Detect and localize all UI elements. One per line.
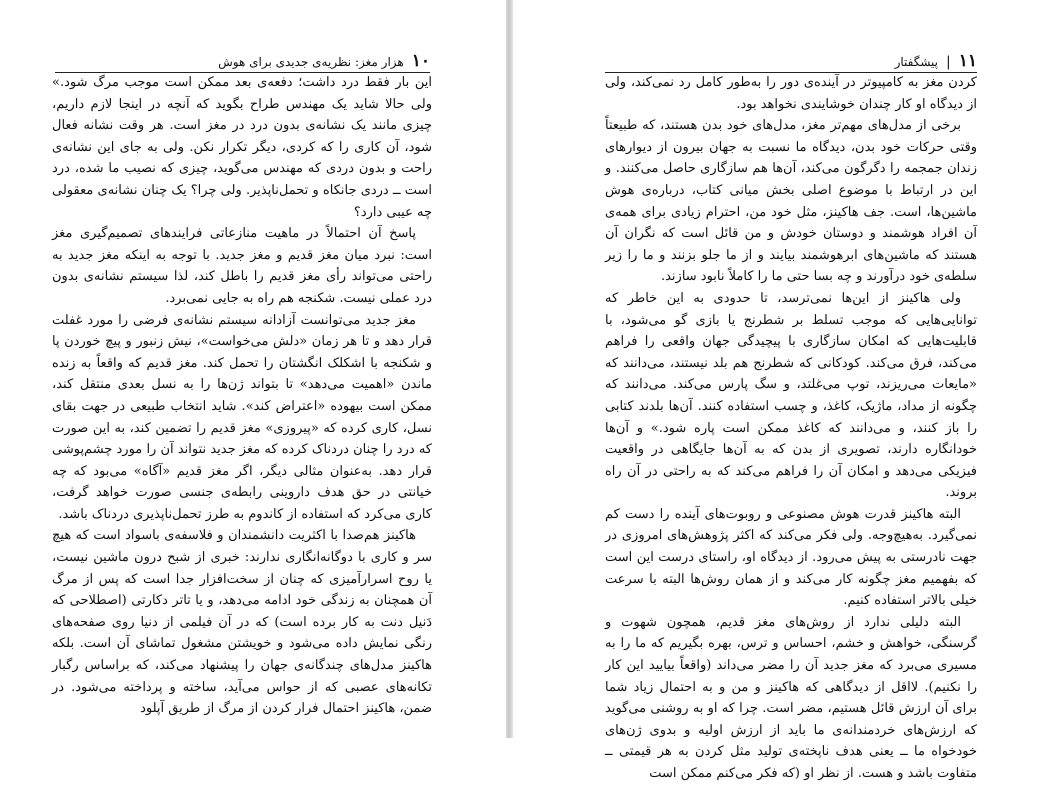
- left-page-body: [52, 72, 432, 720]
- right-running-title: پیشگفتار: [894, 55, 939, 69]
- left-page-header: [55, 44, 430, 73]
- paragraph: هاکینز هم‌صدا با اکثریت دانشمندان و فلاسفه‌ی باسواد است که هیچ سر و کاری با دوگانه‌انگاری ندارند: خبری از شبح درون ماشین نیست، یا روح اسرارآمیزی که چنان از سخت‌افزار جدا است که پس از مرگ آن همچنان به زندگی خود ادامه می‌دهد، و یا تاتر دکارتی (اصطلاحی که دَنیل دنت به کار برده است) که در آن فیلمی از دنیا روی صفحه‌های رنگی نمایش داده می‌شود و خویشتن مشغول تماشای آن است. بلکه هاکینز مدل‌های چندگانه‌ی جهان را پیشنهاد می‌کند، که براساس رگبار تکانه‌های عصبی که از حواس می‌آید، ساخته و پرداخته می‌شود. در ضمن، هاکینز احتمال فرار کردن از مرگ از طریق آپلود: [52, 528, 432, 717]
- right-page: [513, 0, 1044, 781]
- left-page: [0, 0, 507, 738]
- paragraph: برخی از مدل‌های مهم‌تر مغز، مدل‌های خود بدن هستند، که طبیعتاً وقتی حرکات خود بدن، دیدگاه ما نسبت به جهان بیرون از دیوارهای زندان جمجمه را دگرگون می‌کند، آن‌ها هم سازگاری حاصل می‌کنند. و این در ارتباط با موضوع اصلی بخش میانی کتاب، درباره‌ی هوش ماشین‌ها، است. جف هاکینز، مثل خود من، احترام زیادی برای همه‌ی آن افراد هوشمند و دوستان خودش و من قائل است که نگران آن هستند که ماشین‌های ابرهوشمند بیایند و از ما جلو بزنند و ما را زیر سلطه‌ی خود درآورند و چه بسا حتی ما را کاملاً نابود سازند.: [605, 118, 977, 285]
- right-page-body: [605, 72, 977, 785]
- paragraph: مغز جدید می‌توانست آزادانه سیستم نشانه‌ی فرضی را مورد غفلت قرار دهد و تا هر زمان «دلش می‌خواست»، نیش زنبور و پیچ خوردن پا و شکنجه با اشکلک انگشتان را تحمل کند. مغز قدیم که واقعاً به زنده ماندن «اهمیت می‌دهد» تا بتواند ژن‌ها را به نسل بعدی منتقل کند، ممکن است بیهوده «اعتراض کند». شاید انتخاب طبیعی در جهت بقای نسل، کاری کرده که «پیروزی» مغز قدیم را تضمین کند، به این صورت که درد را چنان دردناک کرده که مغز جدید نتواند آن را مورد چشم‌پوشی قرار دهد. به‌عنوان مثالی دیگر، اگر مغز قدیم «آگاه» می‌بود که چه خیانتی در حق هدف داروینی رابطه‌ی جنسی صورت خواهد گرفت، کاری می‌کرد که استفاده از کاندوم به طرز تحمل‌ناپذیری دردناک باشد.: [52, 312, 432, 522]
- paragraph: این بار فقط درد داشت؛ دفعه‌ی بعد ممکن است موجب مرگ شود.» ولی حالا شاید یک مهندس طراح بگوید که آنچه در اینجا لازم داریم، چیزی مانند یک نشانه‌ی بدون درد در مغز است. هر وقت نشانه فعال شود، آن کاری را که کردی، دیگر تکرار نکن. ولی به جای این نشانه‌ی راحت و بدون دردی که مهندس می‌گوید، چیزی که نصیب ما شده، درد است ــ دردی جانکاه و تحمل‌ناپذیر. ولی چرا؟ یک چنان نشانه‌ی معقولی چه عیبی دارد؟: [52, 75, 432, 220]
- paragraph: ولی هاکینز از این‌ها نمی‌ترسد، تا حدودی به این خاطر که توانایی‌هایی که موجب تسلط بر شطرنج یا بازی گو می‌شود، با قابلیت‌هایی که امکان سازگاری با پیچیدگی جهان واقعی را فراهم می‌کند، فرق می‌کند. کودکانی که شطرنج هم بلد نیستند، می‌دانند که «مایعات می‌ریزند، توپ می‌غلتد، و سگ پارس می‌کند. می‌دانند که چگونه از مداد، ماژیک، کاغذ، و چسب استفاده کنند. آن‌ها بلدند کتابی را باز کنند، و می‌دانند که کاغذ ممکن است پاره شود.» و آن‌ها خودانگاره دارند، تصویری از بدن که به آن‌ها جایگاهی در واقعیت فیزیکی می‌دهد و امکان آن را فراهم می‌کند که به راحتی در آن راه بروند.: [605, 290, 977, 501]
- left-page-number: ۱۰: [411, 51, 430, 71]
- paragraph: البته هاکینز قدرت هوش مصنوعی و روبوت‌های آینده را دست کم نمی‌گیرد. به‌هیچ‌وجه. ولی فکر می‌کند که اکثر پژوهش‌های امروزی در جهت نادرستی به پیش می‌رود. از دیدگاه او، راستای درست این است که بفهمیم مغز چگونه کار می‌کند و از همان روش‌ها البته با سرعت خیلی بالاتر استفاده کنیم.: [605, 506, 977, 609]
- header-separator: |: [946, 54, 951, 70]
- left-running-title: هزار مغز: نظریه‌ی جدیدی برای هوش: [218, 55, 404, 69]
- paragraph: کردن مغز به کامپیوتر در آینده‌ی دور را به‌طور کامل رد نمی‌کند، ولی از دیدگاه او کار چندان خوشایندی نخواهد بود.: [605, 75, 977, 112]
- right-page-header: [605, 44, 977, 73]
- paragraph: پاسخ آن احتمالاً در ماهیت منازعاتی فرایندهای تصمیم‌گیری مغز است: نبرد میان مغز قدیم و مغز جدید. با توجه به اینکه مغز جدید به راحتی می‌تواند رأی مغز قدیم را باطل کند، لذا سیستم نشانه‌ی بدون درد عملی نیست. شکنجه هم راه به جایی نمی‌برد.: [52, 226, 432, 306]
- book-gutter: [506, 0, 513, 738]
- paragraph: البته دلیلی ندارد از روش‌های مغز قدیم، همچون شهوت و گرسنگی، خواهش و خشم، احساس و ترس، بهره بگیریم که ما را به مسیری می‌برد که مغز جدید آن را مضر می‌داند (واقعاً بیایید این کار را نکنیم). لااقل از دیدگاهی که هاکینز و من و به احتمال زیاد شما برای آن ارزش قائل هستیم، مضر است. چرا که او به روشنی می‌گوید که ارزش‌های خردمندانه‌ی ما باید از ارزش اولیه و بدوی ژن‌های خودخواه ما ــ یعنی هدف ناپخته‌ی تولید مثل کردن به هر قیمتی ــ متفاوت باشد و هست. از نظر او (که فکر می‌کنم ممکن است: [605, 614, 977, 781]
- right-page-number: ۱۱: [958, 51, 977, 71]
